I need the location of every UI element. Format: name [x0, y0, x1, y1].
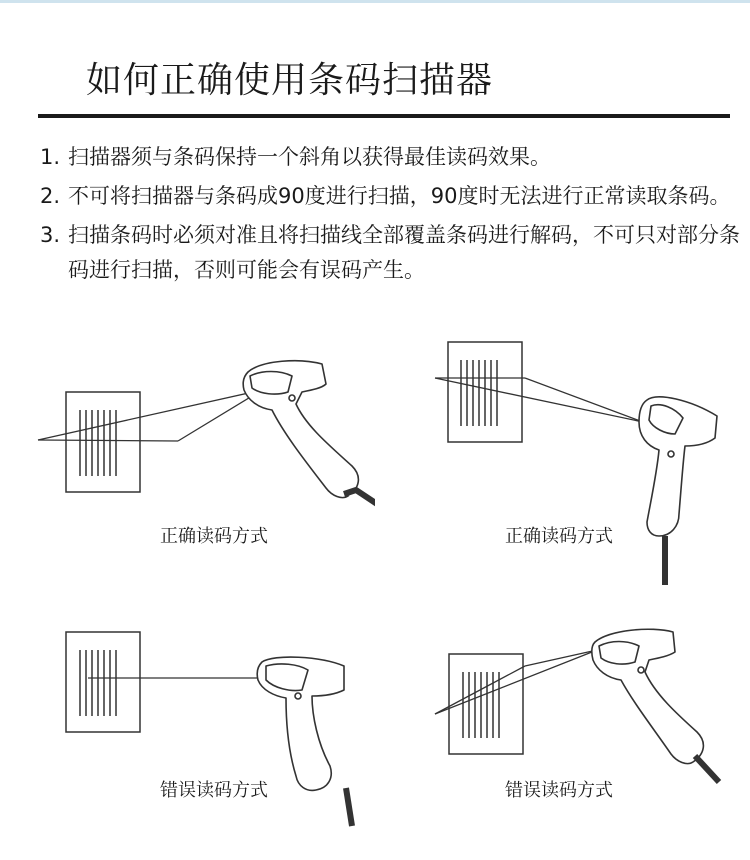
- top-accent-line: [0, 0, 750, 3]
- instruction-item-2: [40, 179, 740, 214]
- barcode-card: [66, 392, 140, 492]
- example-caption: 正确读码方式: [505, 526, 613, 547]
- instruction-text: 不可将扫描器与条码成90度进行扫描，90度时无法进行正常读取条码。: [68, 184, 731, 208]
- instruction-list: [40, 140, 740, 292]
- scanner-icon: [639, 397, 717, 585]
- scanner-icon: [592, 629, 719, 782]
- scanner-icon: [257, 657, 352, 826]
- example-correct-2: [375, 330, 750, 590]
- example-caption: 正确读码方式: [160, 526, 268, 547]
- example-correct-1: [0, 330, 375, 590]
- instruction-text: 扫描器须与条码保持一个斜角以获得最佳读码效果。: [68, 145, 551, 169]
- instruction-number: 1.: [40, 145, 61, 169]
- instruction-number: 3.: [40, 223, 61, 247]
- scanner-icon: [243, 361, 375, 506]
- example-wrong-1: [0, 590, 375, 850]
- page-title: 如何正确使用条码扫描器: [86, 60, 494, 101]
- instruction-number: 2.: [40, 184, 61, 208]
- instruction-item-1: [40, 140, 740, 175]
- instruction-text: 扫描条码时必须对准且将扫描线全部覆盖条码进行解码，不可只对部分条码进行扫描，否则可能会有误码产生。: [68, 223, 740, 282]
- title-underline: [38, 114, 730, 118]
- barcode-card: [66, 632, 140, 732]
- barcode-card: [448, 342, 522, 442]
- example-wrong-2: [375, 590, 750, 850]
- example-caption: 错误读码方式: [160, 780, 268, 801]
- instruction-item-3: [40, 218, 740, 288]
- example-caption: 错误读码方式: [505, 780, 613, 801]
